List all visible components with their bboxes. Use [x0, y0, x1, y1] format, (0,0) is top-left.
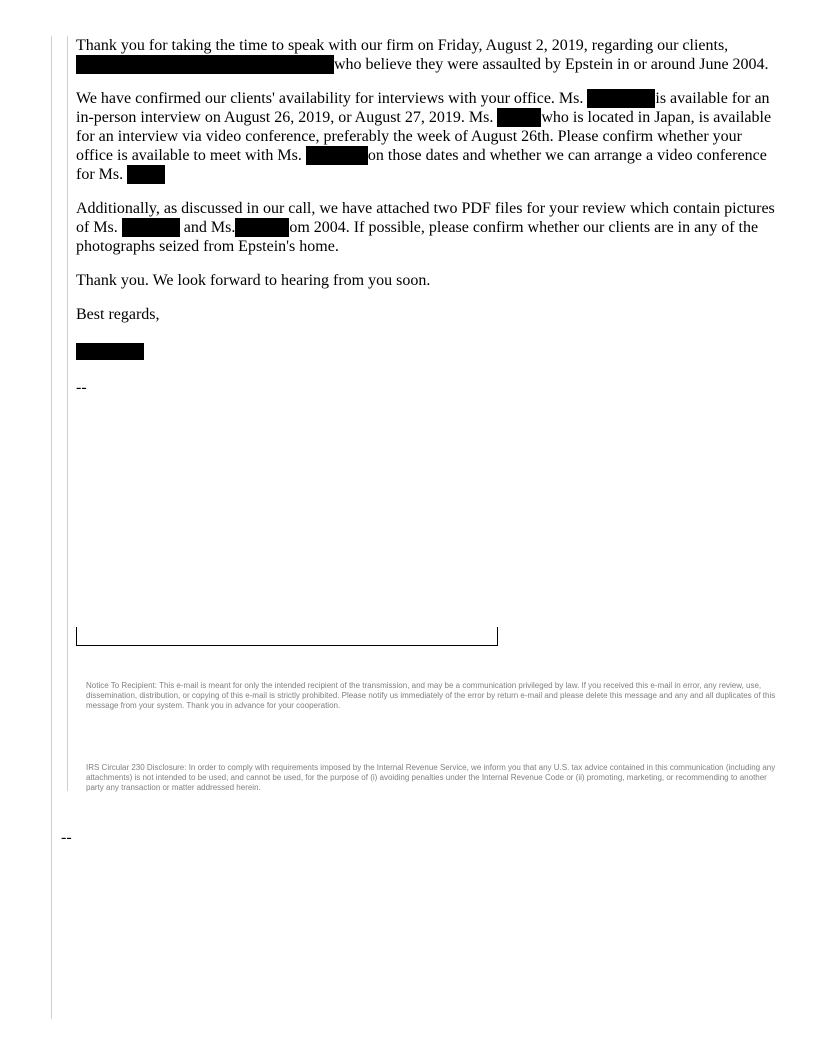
- availability-text-d: on those dates and whether we can arrange a video conference for Ms.: [76, 147, 767, 183]
- paragraph-thanks: Thank you. We look forward to hearing from you soon.: [76, 272, 431, 289]
- redaction-name: [122, 218, 180, 237]
- notice-to-recipient: Notice To Recipient: This e-mail is meant for only the intended recipient of the transmission, and may be a communication privileged by law. If you received this e-mail in error, any review, use, dissemination, distribution, or copying of this e-mail is strictly prohibited. Please notify us immediately of the error by return e-mail and please delete this message and any and all duplicates of this message from your system. Thank you in advance for your cooperation.: [86, 681, 776, 710]
- attachments-text-c: om 2004. If possible, please confirm whether our clients are in any of the photographs seized from Epstein's home.: [76, 219, 759, 255]
- closing: Best regards,: [76, 306, 160, 323]
- redaction-signature: [76, 343, 144, 360]
- availability-text-b: is available for an in-person interview on August 26, 2019, or August 27, 2019. Ms.: [76, 90, 770, 126]
- redaction-name: [127, 165, 165, 184]
- attachments-text-a: Additionally, as discussed in our call, we have attached two PDF files for your review which contain pictures of Ms.: [76, 200, 775, 236]
- redaction-name: [306, 146, 368, 165]
- redaction-name: [587, 89, 655, 108]
- redaction-client-names: [76, 55, 334, 74]
- intro-line-1: Thank you for taking the time to speak with our firm on Friday, August 2, 2019, regarding our clients,: [76, 37, 729, 54]
- email-body: [76, 36, 776, 339]
- intro-line-2: who believe they were assaulted by Epstein in or around June 2004.: [334, 56, 769, 73]
- redaction-name: [497, 108, 541, 127]
- irs-disclosure: IRS Circular 230 Disclosure: In order to comply with requirements imposed by the Internal Revenue Service, we inform you that any U.S. tax advice contained in this communication (including any attachments) is not intended to be used, and cannot be used, for the purpose of (i) avoiding penalties under the Internal Revenue Code or (ii) promoting, marketing, or recommending to another party any transaction or matter addressed herein.: [86, 763, 776, 792]
- empty-bordered-box: [76, 627, 498, 646]
- quote-rule-inner: [67, 36, 68, 791]
- availability-text-c: who is located in Japan, is available for an interview via video conference, preferably the week of August 26th. Please confirm whether your office is available to meet with Ms.: [76, 109, 772, 164]
- paragraph-availability: [76, 89, 776, 184]
- paragraph-intro: [76, 36, 776, 74]
- attachments-text-b: and Ms.: [183, 219, 236, 236]
- redaction-name: [235, 218, 289, 237]
- quote-rule-outer: [51, 36, 52, 1019]
- signature-separator: --: [76, 379, 87, 396]
- footer-separator: --: [61, 829, 72, 846]
- paragraph-attachments: [76, 199, 776, 256]
- availability-text-a: We have confirmed our clients' availability for interviews with your office. Ms.: [76, 90, 584, 107]
